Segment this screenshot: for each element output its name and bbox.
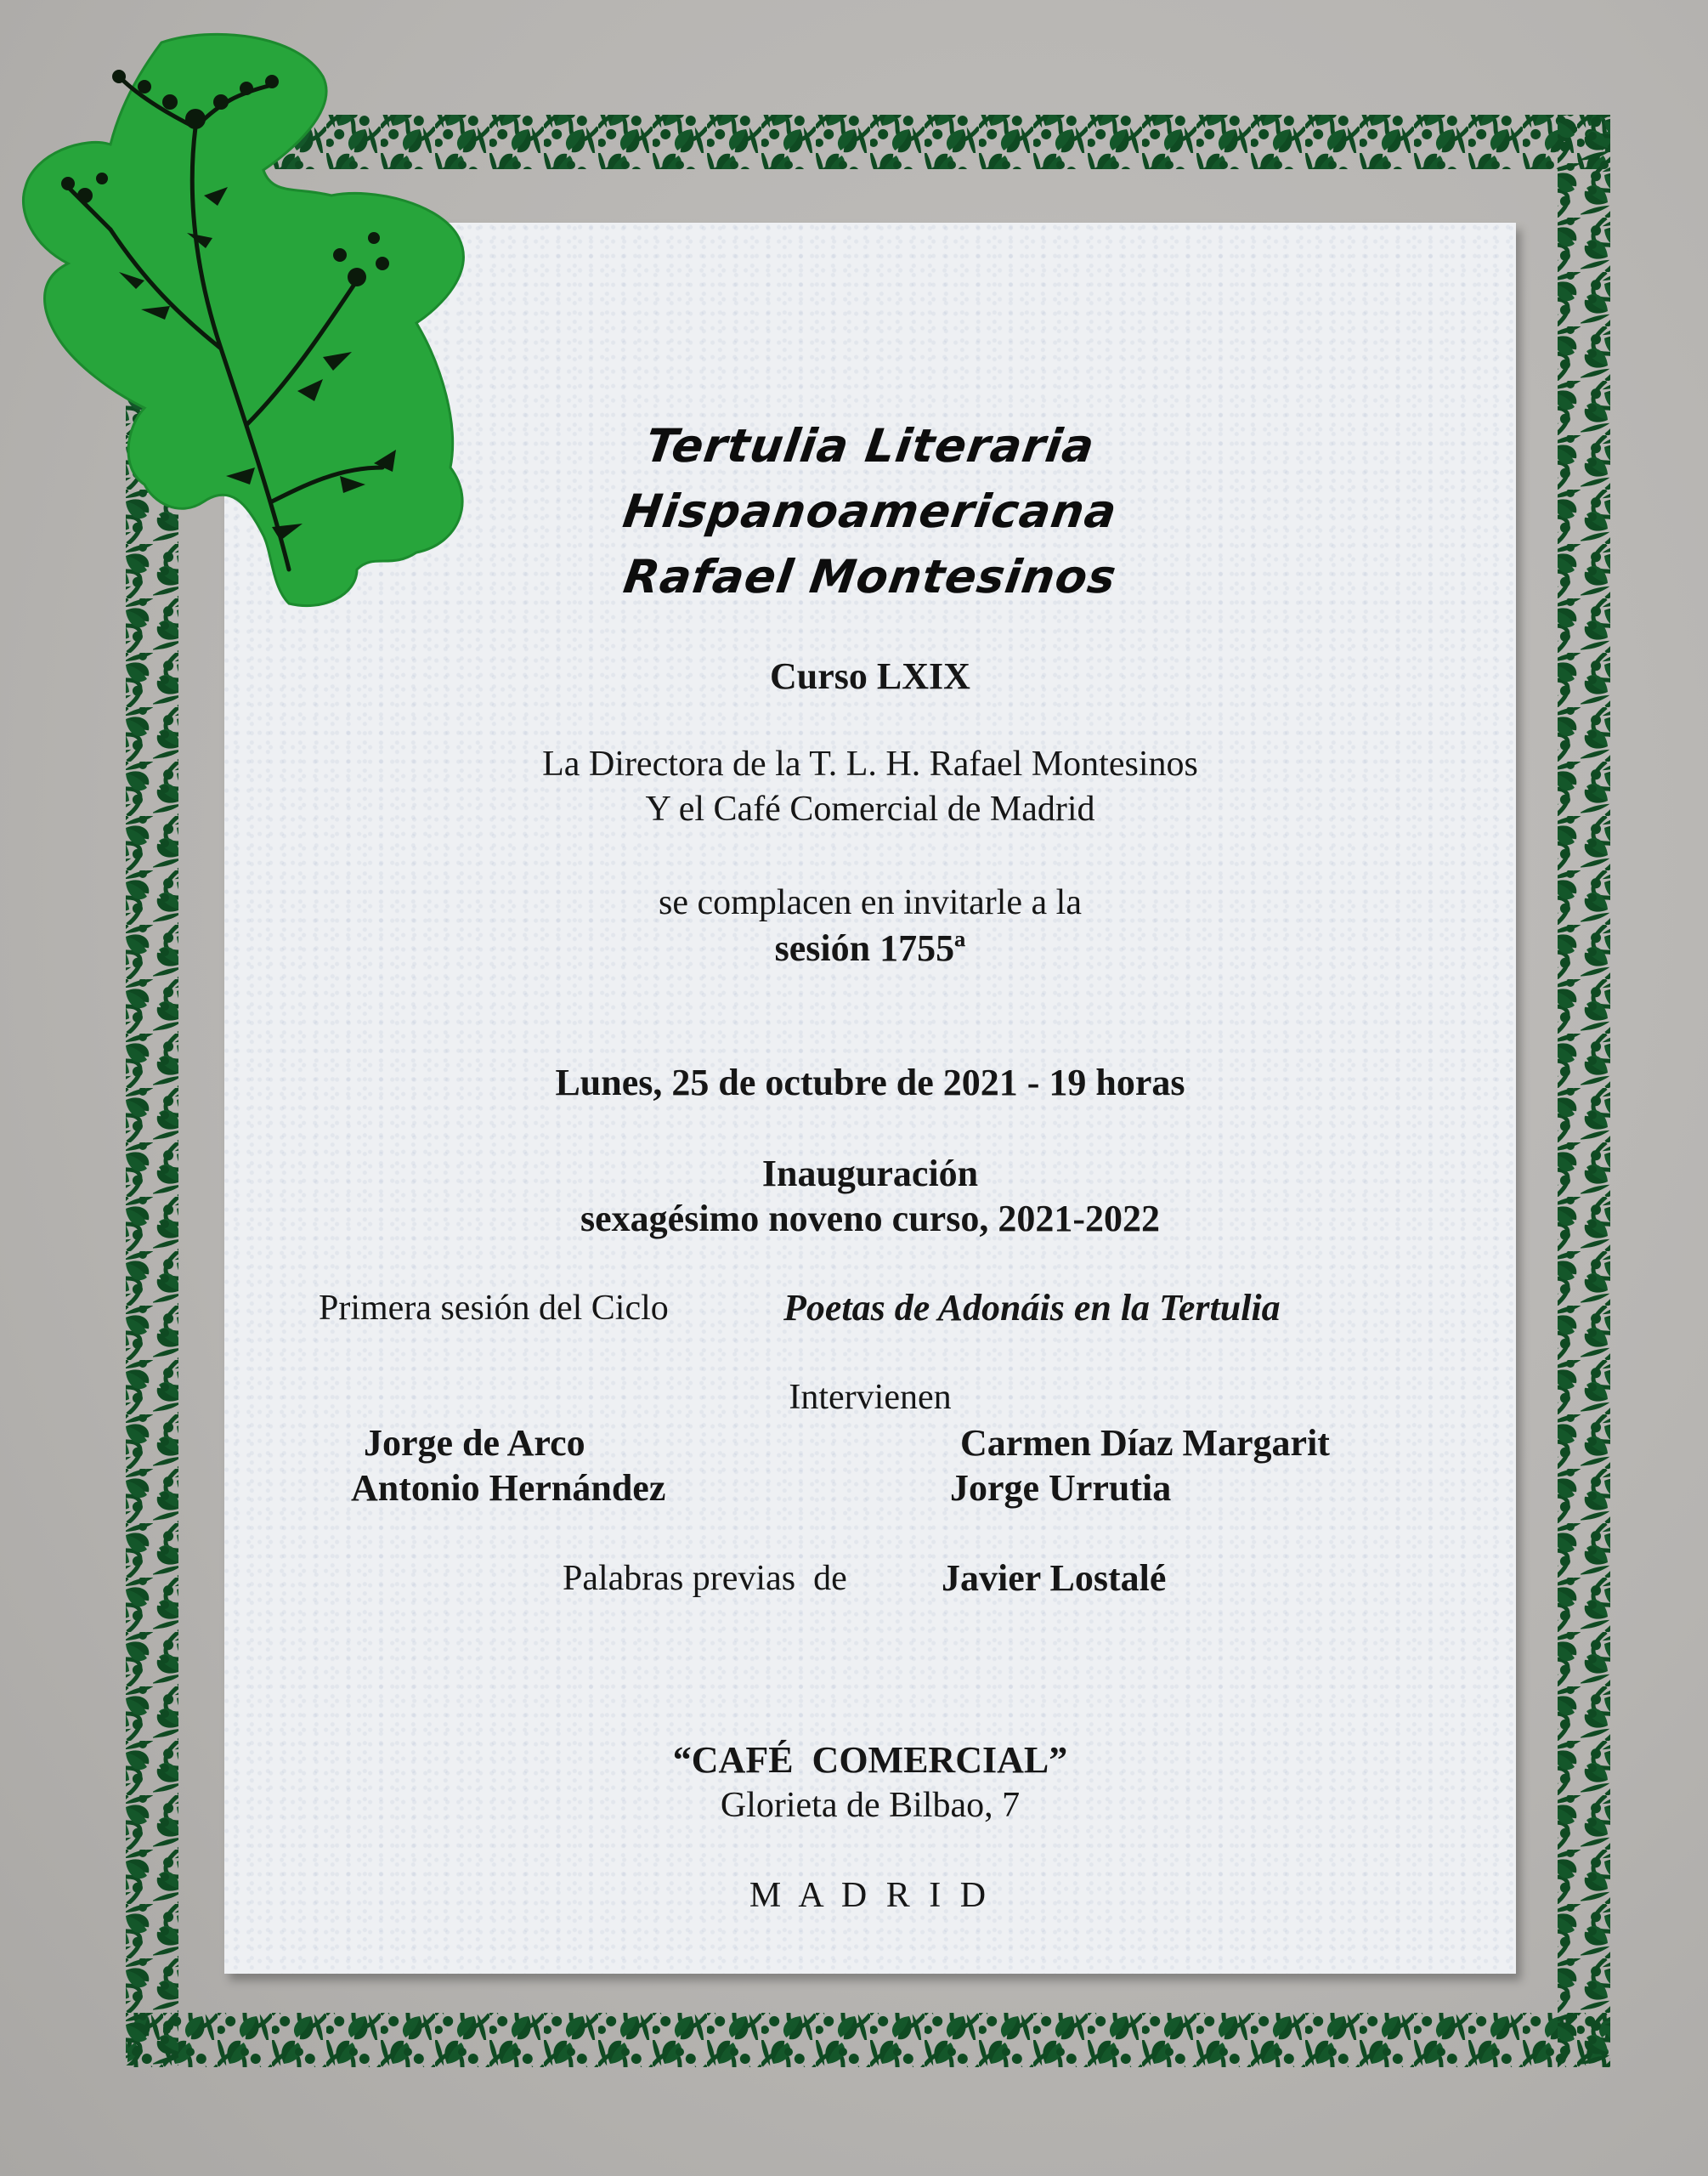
- speakers-heading: Intervienen: [789, 1378, 952, 1417]
- session-number: sesión 1755ª: [774, 927, 966, 969]
- speaker-right-2: Jorge Urrutia: [950, 1467, 1172, 1509]
- cycle-name: Poetas de Adonáis en la Tertulia: [783, 1287, 1281, 1329]
- speaker-left-1: Jorge de Arco: [364, 1422, 585, 1464]
- vine-right: [1558, 115, 1610, 2067]
- event-datetime: Lunes, 25 de octubre de 2021 - 19 horas: [555, 1062, 1185, 1103]
- course-label: Curso LXIX: [770, 655, 970, 697]
- preface-name: Javier Lostalé: [942, 1557, 1167, 1599]
- speaker-right-1: Carmen Díaz Margarit: [960, 1422, 1330, 1464]
- speaker-left-2: Antonio Hernández: [351, 1467, 666, 1509]
- venue-address: Glorieta de Bilbao, 7: [720, 1786, 1021, 1825]
- title-line-3: Rafael Montesinos: [620, 550, 1120, 604]
- inauguration-heading: Inauguración: [761, 1153, 979, 1194]
- invite-line: se complacen en invitarle a la: [659, 883, 1082, 922]
- inauguration-course: sexagésimo noveno curso, 2021-2022: [580, 1198, 1160, 1239]
- venue-name: “CAFÉ COMERCIAL”: [672, 1739, 1068, 1781]
- title-line-2: Hispanoamericana: [619, 484, 1121, 538]
- vine-bottom: [127, 2013, 1610, 2067]
- preface-prefix: Palabras previas de: [563, 1559, 847, 1598]
- cycle-prefix: Primera sesión del Ciclo: [319, 1289, 669, 1328]
- hosts-line-1: La Directora de la T. L. H. Rafael Montesinos: [542, 745, 1198, 784]
- title-line-1: Tertulia Literaria: [642, 419, 1099, 473]
- venue-city: M A D R I D: [749, 1876, 992, 1915]
- hosts-line-2: Y el Café Comercial de Madrid: [645, 790, 1095, 829]
